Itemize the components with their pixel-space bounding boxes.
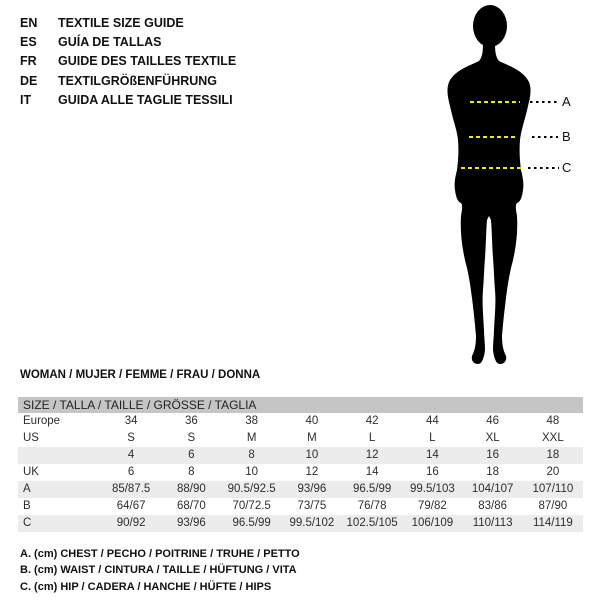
table-cell: 68/70 [176, 500, 206, 512]
row-label: Europe [23, 415, 61, 427]
table-cell: 114/119 [532, 517, 573, 529]
table-row [18, 447, 583, 464]
lang-code: DE [20, 73, 38, 88]
table-cell: 79/82 [417, 500, 447, 512]
marker-label-c: C [562, 160, 572, 175]
silhouette-body [447, 40, 530, 364]
table-cell: M [246, 432, 257, 444]
table-cell: 40 [305, 415, 319, 427]
table-cell: 70/72.5 [232, 500, 271, 512]
table-cell: 38 [245, 415, 259, 427]
measurement-legend [20, 546, 300, 595]
language-guide [20, 13, 236, 110]
lang-code: ES [20, 35, 37, 50]
table-cell: 36 [184, 415, 198, 427]
table-cell: 46 [486, 415, 500, 427]
row-label [18, 447, 101, 464]
table-cell: 90.5/92.5 [227, 483, 276, 495]
lang-code: IT [20, 93, 32, 108]
size-table [18, 397, 583, 532]
table-cell: 93/96 [176, 517, 206, 529]
table-cell: 104/107 [471, 483, 514, 495]
lang-code: FR [20, 54, 37, 69]
section-title: WOMAN / MUJER / FEMME / FRAU / DONNA [20, 369, 261, 381]
lang-row-en [20, 13, 236, 32]
lang-row-de [20, 71, 236, 90]
table-cell: 6 [188, 449, 195, 461]
row-label: UK [23, 466, 39, 478]
marker-label-a: A [562, 94, 571, 109]
chest-measure-line [470, 101, 520, 103]
table-cell: 16 [486, 449, 500, 461]
table-cell: 107/110 [532, 483, 574, 495]
table-cell: 6 [127, 466, 135, 478]
table-cell: 10 [245, 466, 259, 478]
table-cell: 8 [248, 449, 255, 461]
lang-code: EN [20, 15, 38, 30]
marker-label-b: B [562, 129, 571, 144]
table-cell: 102.5/105 [346, 517, 398, 529]
table-cell: 20 [546, 466, 560, 478]
table-cell: M [307, 432, 317, 444]
table-cell: 88/90 [176, 483, 206, 495]
waist-measure-line [469, 136, 518, 138]
table-cell: 12 [365, 449, 379, 461]
legend-item-chest: A. (cm) CHEST / PECHO / POITRINE / TRUHE / PETTO [20, 548, 300, 560]
table-cell: XL [485, 432, 500, 444]
table-cell: 8 [188, 466, 195, 478]
row-label: US [23, 432, 39, 444]
table-cell: 18 [486, 466, 500, 478]
legend-item-hip: C. (cm) HIP / CADERA / HANCHE / HÜFTE / HIPS [20, 580, 272, 593]
table-cell: 106/109 [411, 517, 454, 529]
table-cell: S [127, 432, 135, 444]
chest-pointer-line [530, 101, 558, 103]
table-cell: 87/90 [538, 500, 568, 512]
table-row [18, 515, 583, 532]
table-cell: 14 [425, 449, 439, 461]
table-cell: 4 [127, 449, 135, 461]
lang-label: GUÍA DE TALLAS [58, 35, 162, 50]
table-row [18, 413, 583, 430]
table-cell: 99.5/102 [289, 517, 335, 529]
table-cell: 42 [365, 415, 379, 427]
hip-pointer-line [528, 167, 559, 169]
table-cell: 48 [546, 415, 560, 427]
table-cell: 73/75 [297, 500, 327, 512]
woman-silhouette [429, 4, 549, 370]
table-cell: 76/78 [357, 500, 387, 512]
table-cell: 12 [305, 466, 319, 478]
lang-row-fr [20, 52, 236, 71]
table-cell: 10 [305, 449, 319, 461]
lang-row-es [20, 32, 236, 51]
table-cell: XXL [542, 432, 564, 444]
table-cell: 93/96 [297, 483, 327, 495]
row-label: C [23, 517, 32, 529]
table-cell: 44 [425, 415, 439, 427]
lang-label: GUIDE DES TAILLES TEXTILE [58, 54, 237, 69]
table-cell: 83/86 [478, 500, 508, 512]
table-cell: S [187, 432, 196, 444]
table-cell: 99.5/103 [409, 483, 455, 495]
lang-label: GUIDA ALLE TAGLIE TESSILI [58, 93, 233, 108]
table-cell: 18 [546, 449, 560, 461]
row-label: B [23, 500, 31, 512]
table-row [18, 430, 583, 447]
legend-item-waist: B. (cm) WAIST / CINTURA / TAILLE / HÜFTUNG / VITA [20, 564, 297, 577]
table-cell: 110/113 [472, 517, 513, 529]
waist-pointer-line [532, 136, 558, 138]
table-cell: 85/87.5 [111, 483, 151, 495]
lang-label: TEXTILGRÖßENFÜHRUNG [58, 73, 218, 88]
size-table-header: SIZE / TALLA / TAILLE / GRÖSSE / TAGLIA [18, 397, 583, 413]
table-cell: 90/92 [116, 517, 146, 529]
table-cell: 14 [365, 466, 379, 478]
table-row [18, 464, 583, 481]
table-cell: 16 [425, 466, 439, 478]
table-cell: 64/67 [116, 500, 146, 512]
table-row [18, 498, 583, 515]
hip-measure-line [461, 167, 523, 169]
table-cell: L [429, 432, 436, 444]
table-cell: 96.5/99 [352, 483, 392, 495]
table-cell: 96.5/99 [232, 517, 271, 529]
lang-label: TEXTILE SIZE GUIDE [58, 15, 184, 30]
table-cell: 34 [124, 415, 138, 427]
size-table-rows [18, 413, 583, 532]
table-row [18, 481, 583, 498]
table-cell: L [368, 432, 376, 444]
row-label: A [23, 483, 31, 495]
lang-row-it [20, 91, 236, 110]
